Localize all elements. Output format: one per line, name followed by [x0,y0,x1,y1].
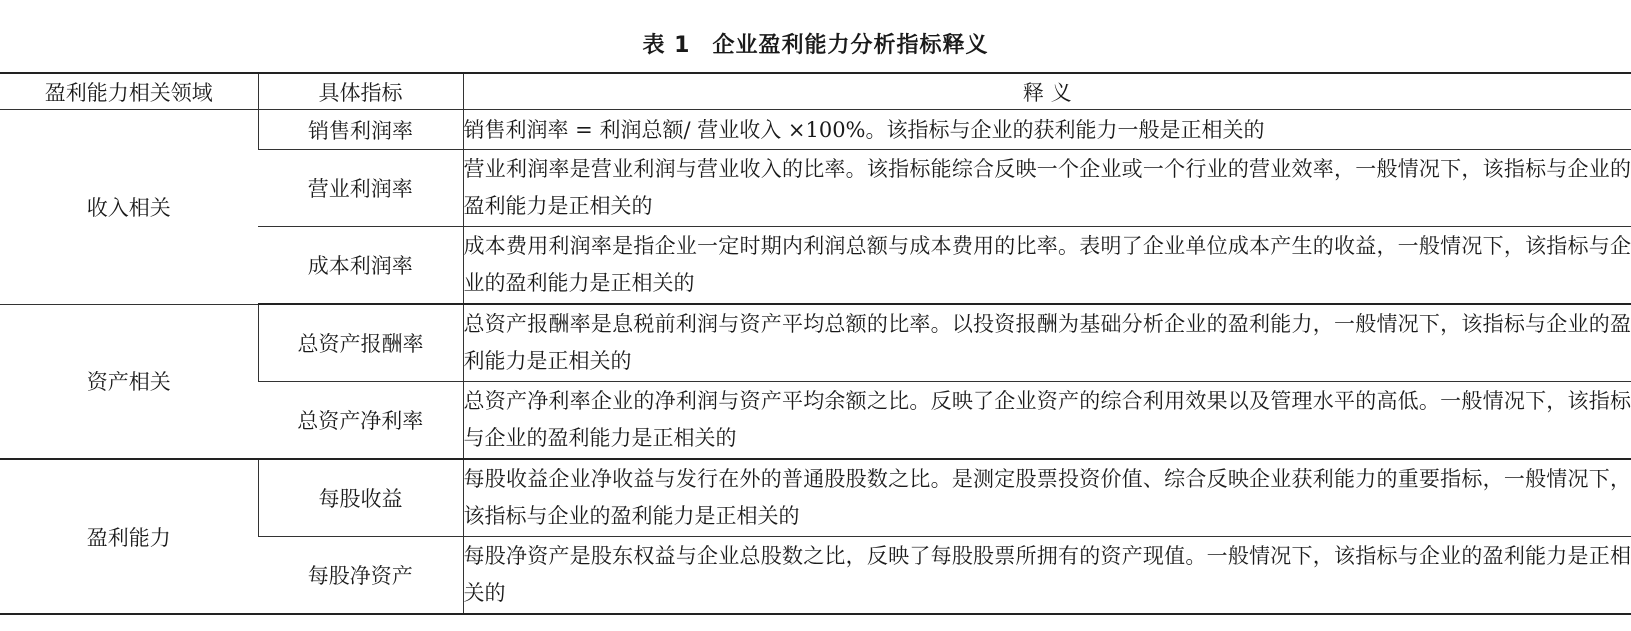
indicator-cell: 每股净资产 [258,537,463,615]
definition-cell: 总资产净利率企业的净利润与资产平均余额之比。反映了企业资产的综合利用效果以及管理水平的高低。一般情况下，该指标与企业的盈利能力是正相关的 [463,382,1631,460]
domain-cell-assets: 资产相关 [0,304,258,459]
header-domain: 盈利能力相关领域 [0,73,258,110]
header-indicator: 具体指标 [258,73,463,110]
table-number: 表 1 [642,33,691,58]
definition-cell: 成本费用利润率是指企业一定时期内利润总额与成本费用的比率。表明了企业单位成本产生的收益，一般情况下，该指标与企业的盈利能力是正相关的 [463,227,1631,305]
indicator-cell: 总资产净利率 [258,382,463,460]
definition-cell: 销售利润率 = 利润总额/ 营业收入 ×100%。该指标与企业的获利能力一般是正相关的 [463,110,1631,150]
indicator-cell: 总资产报酬率 [258,304,463,382]
indicator-cell: 销售利润率 [258,110,463,150]
table-row [0,459,1631,537]
table-caption [0,28,1631,59]
domain-cell-profitability: 盈利能力 [0,459,258,614]
indicator-cell: 成本利润率 [258,227,463,305]
indicator-cell: 每股收益 [258,459,463,537]
indicator-cell: 营业利润率 [258,150,463,227]
header-row [0,73,1631,110]
definition-cell: 营业利润率是营业利润与营业收入的比率。该指标能综合反映一个企业或一个行业的营业效率，一般情况下，该指标与企业的盈利能力是正相关的 [463,150,1631,227]
table-title: 企业盈利能力分析指标释义 [712,33,989,58]
table-row [0,110,1631,150]
definition-cell: 每股收益企业净收益与发行在外的普通股股数之比。是测定股票投资价值、综合反映企业获利能力的重要指标，一般情况下，该指标与企业的盈利能力是正相关的 [463,459,1631,537]
definition-cell: 每股净资产是股东权益与企业总股数之比，反映了每股股票所拥有的资产现值。一般情况下，该指标与企业的盈利能力是正相关的 [463,537,1631,615]
indicator-table [0,72,1631,615]
table-row [0,304,1631,382]
definition-cell: 总资产报酬率是息税前利润与资产平均总额的比率。以投资报酬为基础分析企业的盈利能力，一般情况下，该指标与企业的盈利能力是正相关的 [463,304,1631,382]
domain-cell-income: 收入相关 [0,110,258,305]
header-definition: 释 义 [463,73,1631,110]
